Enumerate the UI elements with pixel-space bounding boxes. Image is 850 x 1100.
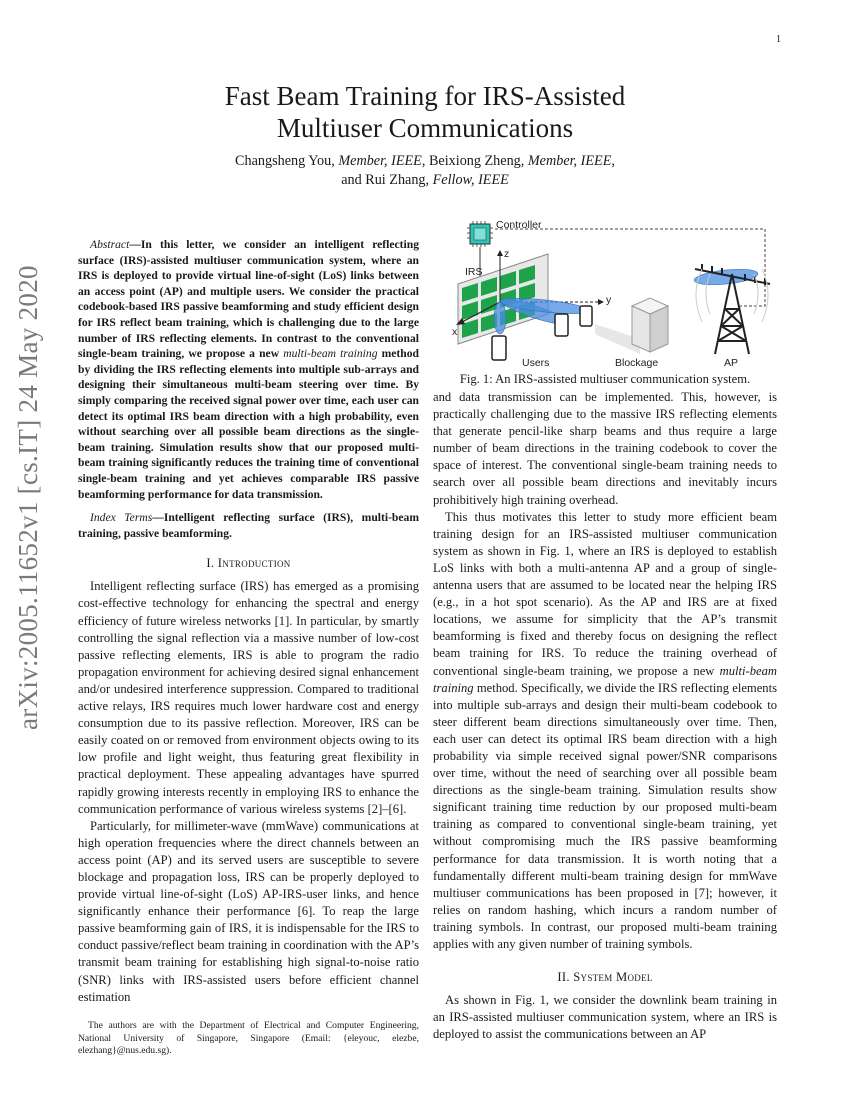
- ap-label: AP: [724, 357, 739, 369]
- axis-x-label: x: [452, 326, 458, 338]
- blockage-label: Blockage: [615, 357, 659, 369]
- page-number: 1: [776, 34, 781, 45]
- controller-label: Controller: [496, 219, 542, 231]
- irs-label: IRS: [465, 266, 483, 278]
- footnote: The authors are with the Department of Electrical and Computer Engineering, National University of Singapore, Singapore (Email: {eleyouc, elezbe, elezhang}@nus.edu.sg).: [78, 1020, 419, 1057]
- figure-caption: Fig. 1: An IRS-assisted multiuser communication system.: [459, 372, 751, 386]
- author-list: [0, 152, 850, 190]
- intro-paragraph-2: Particularly, for millimeter-wave (mmWave) communications at high operation frequencies where the direct channels between an access point (AP) and its served users are susceptible to severe blockage and propagation loss, IRS can be properly deployed to provide virtual line-of-sight (LoS) AP-IRS-user links, and hence significantly enhance their performance [6]. To reap the large passive beamforming gain of IRS, it is indispensable for the IRS to conduct passive/reflect beam training in coordination with the AP’s transmit beam training for establishing high signal-to-noise ratio (SNR) links with IRS-assisted users before efficient channel estimation: [78, 818, 419, 1004]
- abstract-emphasis: multi-beam training: [283, 347, 378, 361]
- author-line-1: Changsheng You, Member, IEEE, Beixiong Zheng, Member, IEEE,: [235, 153, 615, 169]
- axis-z-label: z: [504, 248, 510, 260]
- right-column: [433, 389, 777, 1043]
- system-model-paragraph-1: As shown in Fig. 1, we consider the downlink beam training in an IRS-assisted multiuser communication system, where an IRS is deployed to assist the communications between an AP: [433, 993, 777, 1042]
- abstract-label: Abstract: [90, 238, 130, 251]
- axis-y-label: y: [606, 294, 612, 306]
- controller-chip-icon: [467, 221, 493, 247]
- figure-1: [440, 214, 780, 384]
- title-line-1: Fast Beam Training for IRS-Assisted: [224, 81, 626, 111]
- index-terms: Index Terms—Intelligent reflecting surface (IRS), multi-beam training, passive beamforming.: [78, 511, 419, 540]
- abstract: Abstract—In this letter, we consider an intelligent reflecting surface (IRS)-assisted multiuser communication system, where an IRS is deployed to provide virtual line-of-sight (LoS) links between an access point (AP) and multiple users. We consider the practical codebook-based IRS passive beamforming and study efficient design for IRS reflect beam training, which is challenging due to the large number of IRS reflecting elements. In contrast to the conventional single-beam training, we propose a new multi-beam training method by dividing the IRS reflecting elements into multiple sub-arrays and designing their simultaneous multi-beam steering over time. By simply comparing the received signal power over time, each user can detect its optimal IRS beam direction with a high probability, even without searching over all possible beam directions as the single-beam training. Simulation results show that our proposed multi-beam training significantly reduces the training time of conventional single-beam training and yet achieves comparable IRS passive beamforming performance for data transmission. Index Terms—Intelligent reflecting surface (IRS), multi-beam training, passive beamforming.: [78, 238, 419, 540]
- title-line-2: Multiuser Communications: [276, 113, 574, 143]
- section-heading-system-model: II. System Model: [557, 970, 653, 985]
- author-line-2: and Rui Zhang, Fellow, IEEE: [341, 172, 509, 188]
- blockage-icon: [595, 298, 668, 354]
- intro-paragraph-1: Intelligent reflecting surface (IRS) has emerged as a promising cost-effective technology for enhancing the spectral and energy efficiency of future wireless networks [1]. In particular, by smartly controlling the signal reflection via a massive number of low-cost passive reflecting elements, IRS is able to program the radio propagation environment for achieving desired signal enhancement and/or undesired interference suppression. Compared to traditional active relays, IRS requires much lower hardware cost and energy consumption due to its passive reflection. Moreover, IRS can be easily coated on or removed from environment objects owing to its low profile and light weight, thus featuring great flexibility in practical deployment. These appealing advantages have spurred rapidly growing interests recently in employing IRS to enhance the communication performance of various wireless systems [2]–[6].: [78, 579, 419, 816]
- section-heading-introduction: I. Introduction: [206, 556, 291, 571]
- users-label: Users: [522, 357, 550, 369]
- left-column: [78, 237, 419, 1006]
- arxiv-stamp: arXiv:2005.11652v1 [cs.IT] 24 May 2020: [13, 265, 43, 730]
- intro-paragraph-3: This thus motivates this letter to study more efficient beam training design for an IRS-assisted multiuser communication system as shown in Fig. 1, where an IRS is deployed to establish LoS links with both a multi-antenna AP and a group of single-antenna users that are assumed to be located near the helping IRS (e.g., in a hot spot scenario). As the AP and IRS are at fixed locations, we assume for simplicity that the AP’s transmit beamforming is fixed and thereby focus on designing the reflect beam training for IRS. To reduce the training overhead of conventional single-beam training, we propose a new multi-beam training method. Specifically, we divide the IRS reflecting elements into multiple sub-arrays and design their multi-beam codebook to steer different beam directions simultaneously over time. Then, each user can detect its optimal IRS beam direction with a high probability via simple received signal power/SNR comparisons over time, without the need of searching over all possible beam directions as the single-beam training. Simulation results show significant training time reduction by our proposed multi-beam training as compared to conventional single-beam training, yet without compromising much the IRS passive beamforming performance for data transmission. It is worth noting that a fundamentally different multi-beam training design for mmWave multiuser communications has been proposed in [7]; however, it relies on random hashing, which incurs a random number of training symbols. In contrast, our proposed multi-beam training applies with any given number of training symbols.: [433, 509, 777, 951]
- intro-paragraph-2-continued: and data transmission can be implemented. This, however, is practically challenging due to the massive IRS reflecting elements that generate pencil-like sharp beams and thus require a large number of beam directions in the training codebook to cover the space of interest. The conventional single-beam training needs to search over all possible beam directions and inevitably incurs prohibitively high training overhead.: [433, 390, 777, 507]
- paper-title: [0, 80, 850, 144]
